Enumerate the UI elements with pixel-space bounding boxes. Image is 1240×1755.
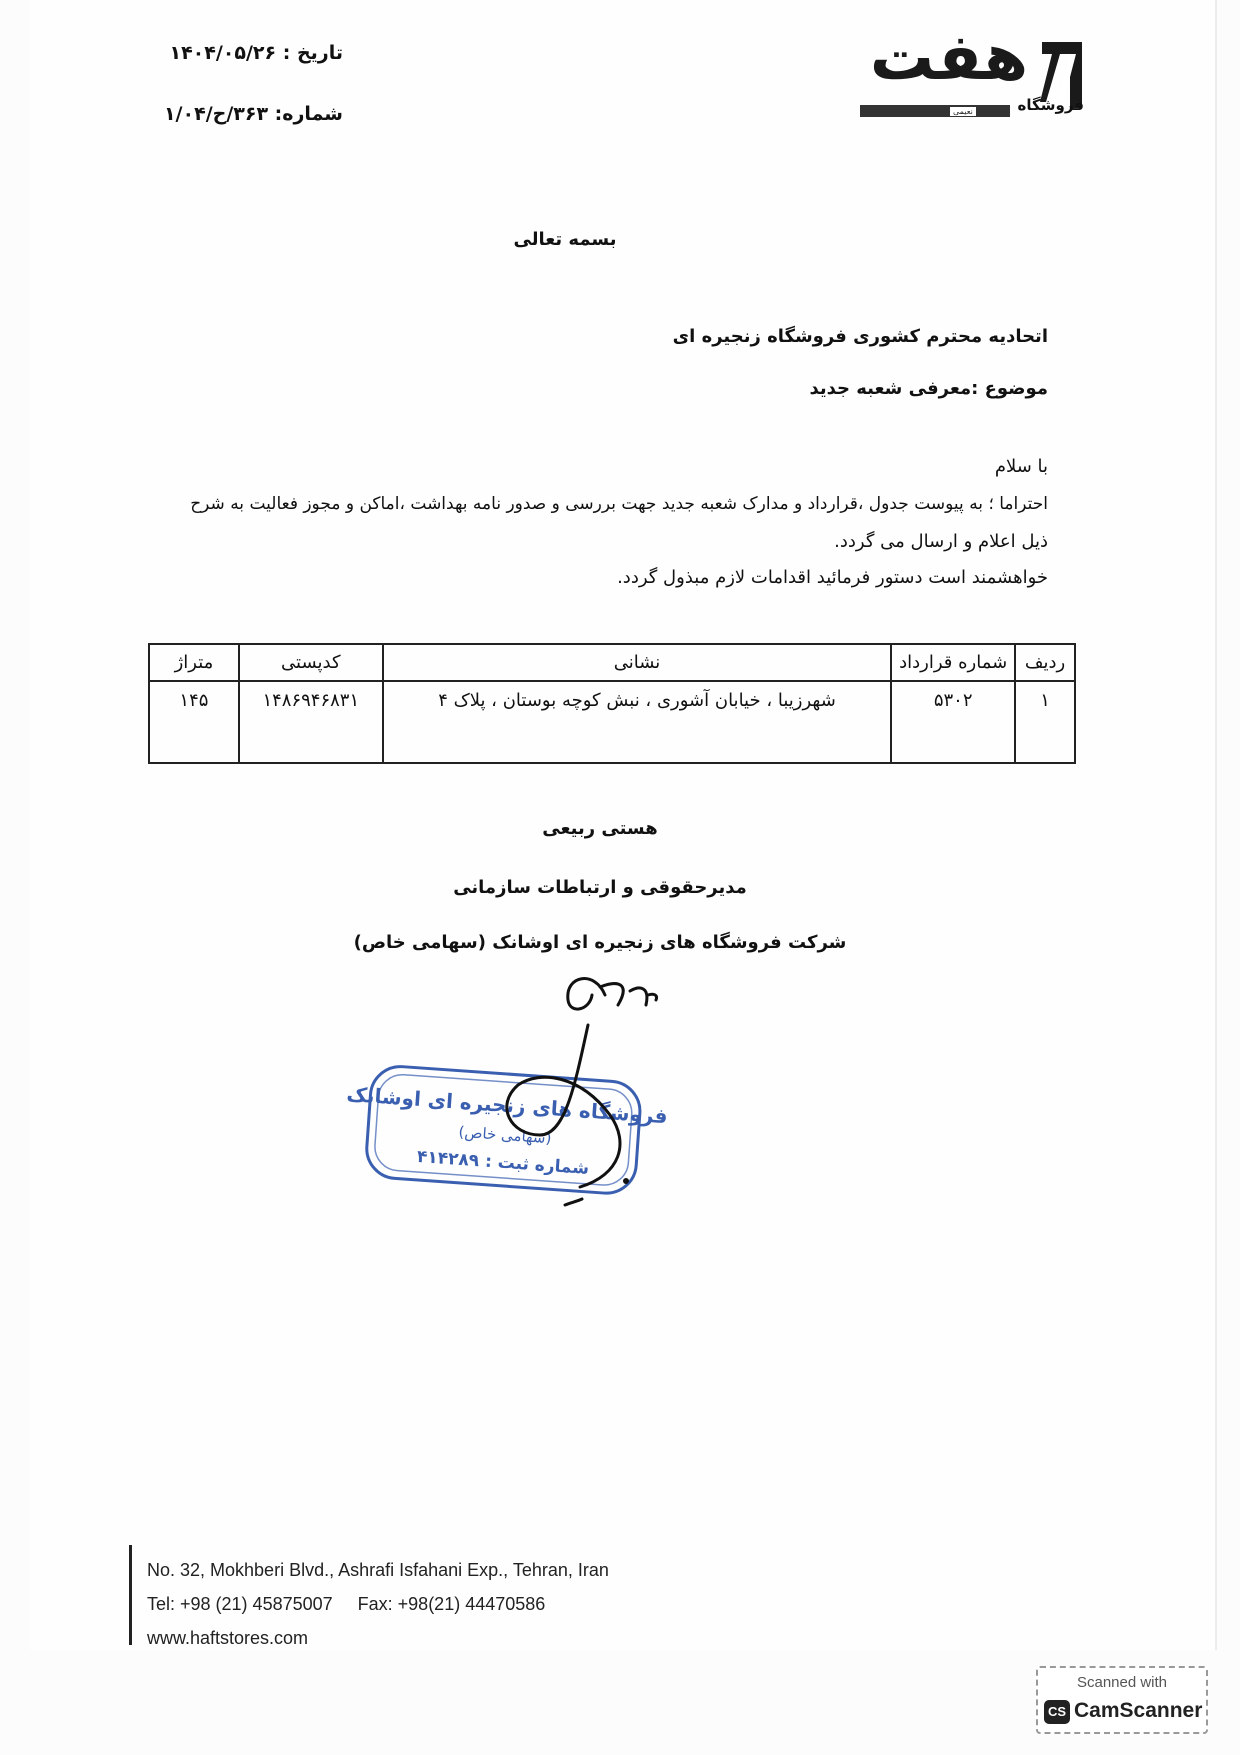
badge-top-text: Scanned with xyxy=(1076,1674,1168,1691)
invocation: بسمه تعالی xyxy=(513,229,617,250)
cell-contract: ۵۳۰۲ xyxy=(891,681,1015,763)
body-line-3: خواهشمند است دستور فرمائید اقدامات لازم مبذول گردد. xyxy=(617,567,1048,588)
header-row-num: ردیف xyxy=(1015,644,1075,681)
cell-row-num: ۱ xyxy=(1015,681,1075,763)
footer-address: No. 32, Mokhberi Blvd., Ashrafi Isfahani Exp., Tehran, Iran xyxy=(147,1560,609,1580)
footer-rule xyxy=(129,1545,132,1645)
haft-logo xyxy=(860,21,1085,122)
body-line-1: احتراما ؛ به پیوست جدول ،قرارداد و مدارک شعبه جدید جهت بررسی و صدور نامه بهداشت ،اماکن و مجوز فعالیت به شرح xyxy=(190,494,1048,514)
subject: موضوع :معرفی شعبه جدید xyxy=(809,378,1048,399)
table-header-row xyxy=(149,644,1075,681)
header-contract: شماره قرارداد xyxy=(891,644,1015,681)
footer-phone-fax: Tel: +98 (21) 45875007 Fax: +98(21) 44470586 xyxy=(147,1594,546,1614)
stamp-line-1: فروشگاه های زنجیره ای اوشانک xyxy=(345,1081,669,1129)
handwritten-signature xyxy=(470,965,690,1225)
logo-bar xyxy=(860,105,1010,117)
signer-title: مدیرحقوقی و ارتباطات سازمانی xyxy=(453,877,747,898)
cell-address: شهرزیبا ، خیابان آشوری ، نبش کوچه بوستان ، پلاک ۴ xyxy=(383,681,892,763)
signer-name: هستی ربیعی xyxy=(542,818,658,839)
header-postal-code: کدپستی xyxy=(239,644,383,681)
camscanner-icon: CS xyxy=(1044,1700,1070,1724)
stamp-line-3: شماره ثبت : ۴۱۴۲۸۹ xyxy=(416,1146,590,1179)
header-area: متراژ xyxy=(149,644,239,681)
logo-word: هفت xyxy=(869,21,1029,95)
stamp-line-2: (سهامی خاص) xyxy=(457,1122,553,1148)
camscanner-badge xyxy=(1036,1666,1208,1734)
date-line: تاریخ : ۱۴۰۴/۰۵/۲۶ xyxy=(169,42,343,64)
logo-store-label: فروشگاه xyxy=(1017,96,1084,114)
body-line-2: ذیل اعلام و ارسال می گردد. xyxy=(834,531,1048,552)
recipient: اتحادیه محترم کشوری فروشگاه زنجیره ای xyxy=(672,326,1048,347)
badge-brand-name: CamScanner xyxy=(1074,1699,1203,1722)
table-row xyxy=(149,681,1075,763)
cell-area: ۱۴۵ xyxy=(149,681,239,763)
footer-website: www.haftstores.com xyxy=(147,1628,309,1648)
number-line: شماره: ۳۶۳/ح/۱/۰۴ xyxy=(163,103,343,125)
header-address: نشانی xyxy=(383,644,892,681)
company-name: شرکت فروشگاه های زنجیره ای اوشانک (سهامی خاص) xyxy=(353,932,847,953)
logo-tag: نعیمی xyxy=(950,107,976,116)
greeting: با سلام xyxy=(994,456,1048,477)
branch-table xyxy=(148,643,1076,764)
cell-postal-code: ۱۴۸۶۹۴۶۸۳۱ xyxy=(239,681,383,763)
